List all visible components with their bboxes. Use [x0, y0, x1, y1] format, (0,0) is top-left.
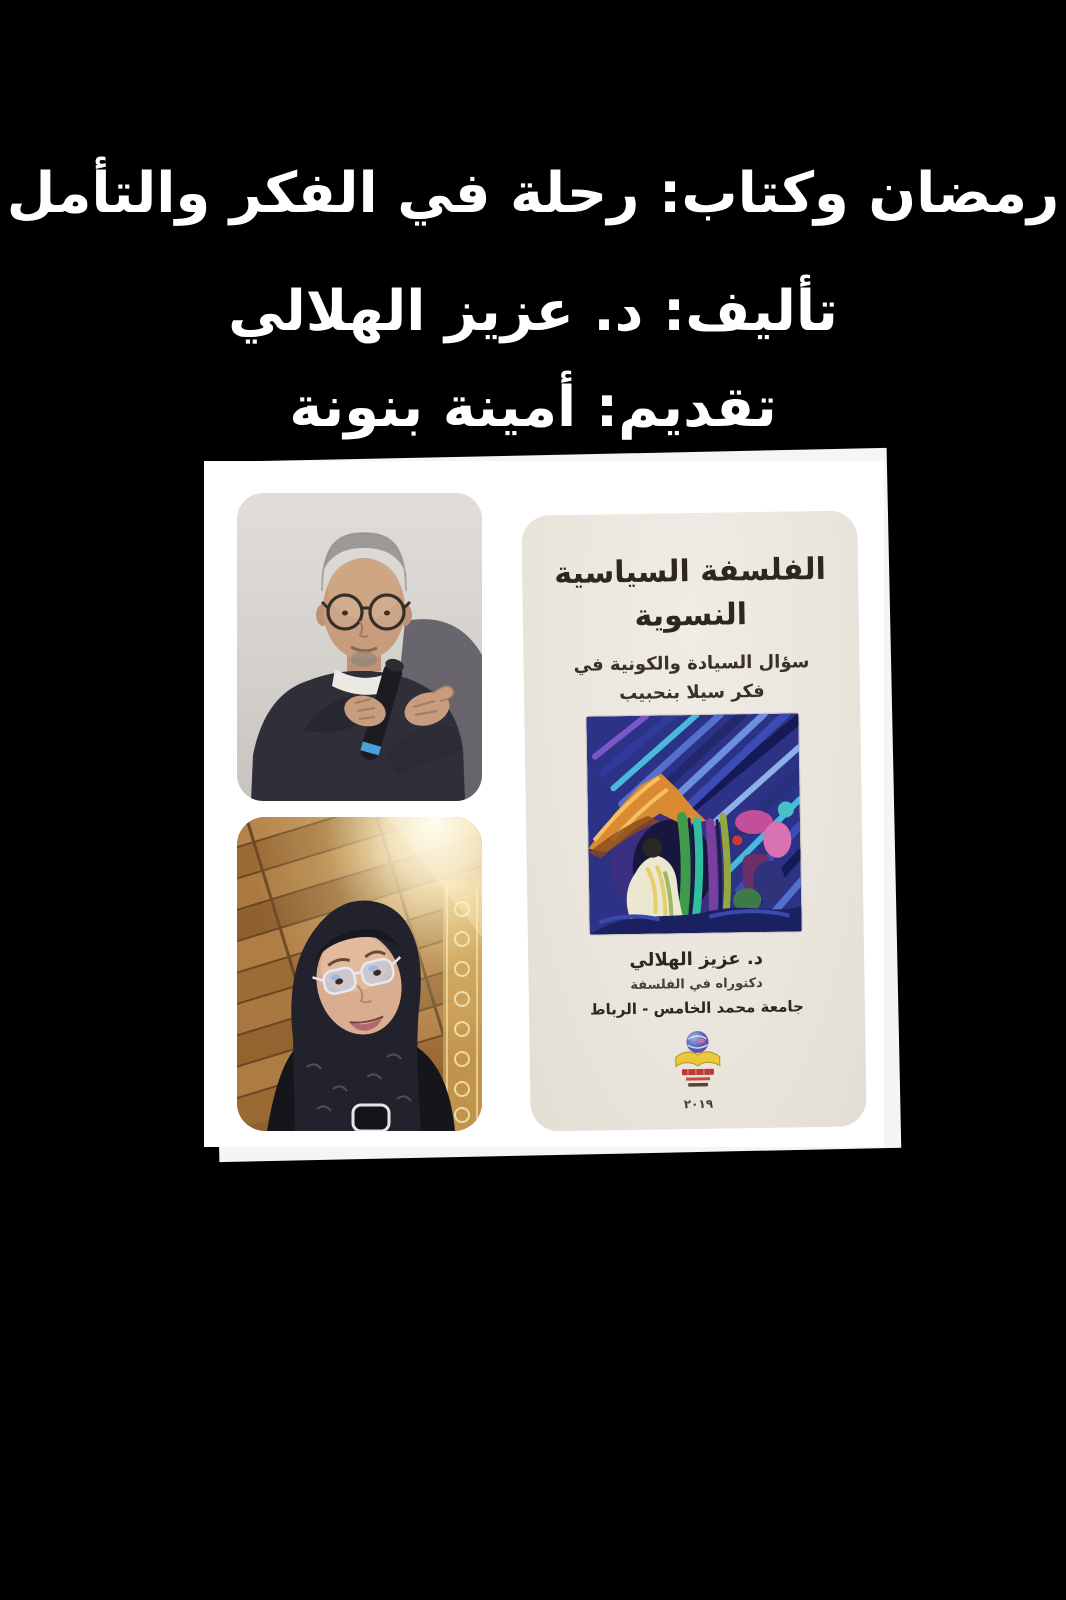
- speaker-photo-illustration: [237, 493, 482, 801]
- publisher-logo: [529, 1026, 866, 1113]
- cover-painting-illustration: [586, 713, 801, 934]
- book-subtitle-line2: فكر سيلا بنحبيب: [619, 680, 765, 705]
- book-title-line2: النسوية: [634, 597, 748, 634]
- presenter-photo-illustration: [237, 817, 482, 1131]
- publisher-logo-icon: [665, 1028, 730, 1091]
- book-author: د. عزيز الهلالي: [629, 947, 764, 972]
- book-subtitle-line1: سؤال السيادة والكونية في: [573, 651, 810, 676]
- poster-author-line: تأليف: د. عزيز الهلالي: [228, 279, 838, 344]
- card-front-sheet: [204, 461, 884, 1147]
- publisher-year: ٢٠١٩: [683, 1096, 714, 1112]
- cover-painting: [586, 713, 801, 934]
- presenter-photo: [237, 817, 482, 1131]
- book-university: جامعة محمد الخامس - الرباط: [589, 997, 805, 1019]
- book-cover: [521, 510, 867, 1131]
- poster-title: رمضان وكتاب: رحلة في الفكر والتأمل: [6, 161, 1060, 226]
- book-author-degree: دكتوراه في الفلسفة: [630, 975, 763, 994]
- photo-collage: [204, 461, 884, 1147]
- poster-presenter-line: تقديم: أمينة بنونة: [289, 375, 777, 440]
- speaker-photo: [237, 493, 482, 801]
- book-title-line1: الفلسفة السياسية: [553, 551, 827, 592]
